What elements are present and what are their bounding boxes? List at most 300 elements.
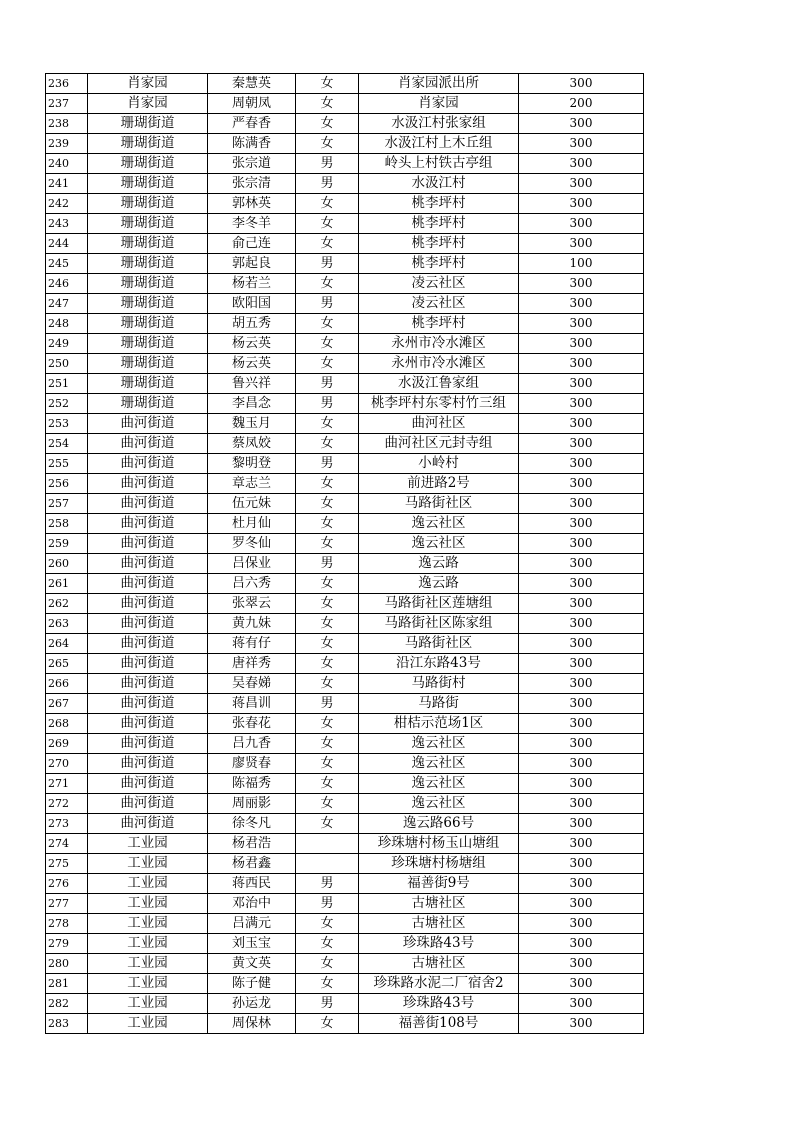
address-cell: 马路街社区陈家组	[359, 614, 519, 634]
address-cell: 桃李坪村	[359, 214, 519, 234]
person-name-cell: 吴春娣	[208, 674, 296, 694]
person-name-cell: 陈满香	[208, 134, 296, 154]
amount-cell: 300	[519, 474, 644, 494]
row-number-cell: 268	[46, 714, 88, 734]
gender-cell: 男	[296, 894, 359, 914]
amount-cell: 300	[519, 134, 644, 154]
person-name-cell: 严春香	[208, 114, 296, 134]
table-row	[46, 814, 644, 834]
address-cell: 福善街108号	[359, 1014, 519, 1034]
amount-cell: 300	[519, 674, 644, 694]
amount-cell: 300	[519, 314, 644, 334]
address-cell: 肖家园	[359, 94, 519, 114]
table-row	[46, 954, 644, 974]
amount-cell: 300	[519, 74, 644, 94]
district-cell: 曲河街道	[88, 814, 208, 834]
amount-cell: 300	[519, 694, 644, 714]
gender-cell: 女	[296, 1014, 359, 1034]
district-cell: 曲河街道	[88, 594, 208, 614]
row-number-cell: 278	[46, 914, 88, 934]
address-cell: 凌云社区	[359, 274, 519, 294]
district-cell: 曲河街道	[88, 454, 208, 474]
amount-cell: 300	[519, 234, 644, 254]
table-row	[46, 574, 644, 594]
address-cell: 逸云社区	[359, 734, 519, 754]
gender-cell: 男	[296, 174, 359, 194]
district-cell: 珊瑚街道	[88, 354, 208, 374]
table-row	[46, 94, 644, 114]
gender-cell: 女	[296, 214, 359, 234]
gender-cell: 女	[296, 754, 359, 774]
district-cell: 曲河街道	[88, 434, 208, 454]
amount-cell: 300	[519, 954, 644, 974]
gender-cell: 女	[296, 134, 359, 154]
row-number-cell: 249	[46, 334, 88, 354]
district-cell: 曲河街道	[88, 674, 208, 694]
person-name-cell: 徐冬凡	[208, 814, 296, 834]
address-cell: 凌云社区	[359, 294, 519, 314]
amount-cell: 300	[519, 974, 644, 994]
district-cell: 曲河街道	[88, 614, 208, 634]
table-row	[46, 374, 644, 394]
amount-cell: 300	[519, 374, 644, 394]
row-number-cell: 246	[46, 274, 88, 294]
table-row	[46, 254, 644, 274]
person-name-cell: 蒋昌训	[208, 694, 296, 714]
row-number-cell: 254	[46, 434, 88, 454]
amount-cell: 300	[519, 914, 644, 934]
amount-cell: 300	[519, 874, 644, 894]
district-cell: 珊瑚街道	[88, 314, 208, 334]
address-cell: 珍珠路水泥二厂宿舍2	[359, 974, 519, 994]
address-cell: 古塘社区	[359, 894, 519, 914]
table-row	[46, 414, 644, 434]
gender-cell: 女	[296, 914, 359, 934]
row-number-cell: 270	[46, 754, 88, 774]
address-cell: 前进路2号	[359, 474, 519, 494]
gender-cell: 男	[296, 374, 359, 394]
gender-cell: 女	[296, 934, 359, 954]
gender-cell: 女	[296, 714, 359, 734]
table-row	[46, 114, 644, 134]
gender-cell: 女	[296, 654, 359, 674]
row-number-cell: 260	[46, 554, 88, 574]
amount-cell: 300	[519, 934, 644, 954]
gender-cell: 女	[296, 734, 359, 754]
table-row	[46, 214, 644, 234]
amount-cell: 300	[519, 774, 644, 794]
gender-cell: 女	[296, 334, 359, 354]
records-table-body	[46, 74, 644, 1034]
address-cell: 曲河社区元封寺组	[359, 434, 519, 454]
district-cell: 珊瑚街道	[88, 394, 208, 414]
gender-cell: 女	[296, 574, 359, 594]
address-cell: 福善街9号	[359, 874, 519, 894]
person-name-cell: 周保林	[208, 1014, 296, 1034]
address-cell: 逸云社区	[359, 514, 519, 534]
table-row	[46, 174, 644, 194]
gender-cell: 女	[296, 194, 359, 214]
person-name-cell: 郭林英	[208, 194, 296, 214]
table-row	[46, 1014, 644, 1034]
person-name-cell: 李昌念	[208, 394, 296, 414]
table-row	[46, 194, 644, 214]
table-row	[46, 674, 644, 694]
person-name-cell: 李冬羊	[208, 214, 296, 234]
row-number-cell: 250	[46, 354, 88, 374]
row-number-cell: 266	[46, 674, 88, 694]
row-number-cell: 279	[46, 934, 88, 954]
person-name-cell: 吕满元	[208, 914, 296, 934]
district-cell: 珊瑚街道	[88, 134, 208, 154]
amount-cell: 300	[519, 854, 644, 874]
gender-cell: 女	[296, 354, 359, 374]
district-cell: 珊瑚街道	[88, 334, 208, 354]
table-row	[46, 754, 644, 774]
amount-cell: 300	[519, 834, 644, 854]
table-row	[46, 134, 644, 154]
row-number-cell: 261	[46, 574, 88, 594]
gender-cell: 女	[296, 594, 359, 614]
address-cell: 岭头上村铁古亭组	[359, 154, 519, 174]
table-row	[46, 334, 644, 354]
row-number-cell: 283	[46, 1014, 88, 1034]
address-cell: 水汲江村	[359, 174, 519, 194]
gender-cell: 女	[296, 414, 359, 434]
person-name-cell: 张宗清	[208, 174, 296, 194]
row-number-cell: 271	[46, 774, 88, 794]
gender-cell: 女	[296, 534, 359, 554]
table-row	[46, 774, 644, 794]
gender-cell: 男	[296, 994, 359, 1014]
row-number-cell: 240	[46, 154, 88, 174]
amount-cell: 300	[519, 394, 644, 414]
row-number-cell: 257	[46, 494, 88, 514]
table-row	[46, 494, 644, 514]
amount-cell: 300	[519, 514, 644, 534]
person-name-cell: 蒋有仔	[208, 634, 296, 654]
address-cell: 桃李坪村	[359, 194, 519, 214]
row-number-cell: 238	[46, 114, 88, 134]
gender-cell: 男	[296, 454, 359, 474]
row-number-cell: 265	[46, 654, 88, 674]
gender-cell: 女	[296, 94, 359, 114]
table-row	[46, 354, 644, 374]
row-number-cell: 255	[46, 454, 88, 474]
row-number-cell: 248	[46, 314, 88, 334]
person-name-cell: 周朝凤	[208, 94, 296, 114]
row-number-cell: 258	[46, 514, 88, 534]
gender-cell	[296, 854, 359, 874]
amount-cell: 300	[519, 154, 644, 174]
amount-cell: 300	[519, 174, 644, 194]
address-cell: 马路街村	[359, 674, 519, 694]
district-cell: 珊瑚街道	[88, 274, 208, 294]
address-cell: 小岭村	[359, 454, 519, 474]
person-name-cell: 吕保业	[208, 554, 296, 574]
person-name-cell: 蒋西民	[208, 874, 296, 894]
row-number-cell: 247	[46, 294, 88, 314]
amount-cell: 300	[519, 994, 644, 1014]
district-cell: 曲河街道	[88, 774, 208, 794]
gender-cell	[296, 834, 359, 854]
district-cell: 珊瑚街道	[88, 254, 208, 274]
person-name-cell: 俞己连	[208, 234, 296, 254]
person-name-cell: 张宗道	[208, 154, 296, 174]
amount-cell: 300	[519, 334, 644, 354]
row-number-cell: 256	[46, 474, 88, 494]
district-cell: 曲河街道	[88, 794, 208, 814]
gender-cell: 女	[296, 514, 359, 534]
district-cell: 曲河街道	[88, 654, 208, 674]
gender-cell: 男	[296, 694, 359, 714]
table-row	[46, 474, 644, 494]
table-row	[46, 874, 644, 894]
gender-cell: 女	[296, 234, 359, 254]
district-cell: 肖家园	[88, 74, 208, 94]
address-cell: 水汲江村张家组	[359, 114, 519, 134]
amount-cell: 300	[519, 614, 644, 634]
district-cell: 曲河街道	[88, 754, 208, 774]
person-name-cell: 杨君浩	[208, 834, 296, 854]
person-name-cell: 邓治中	[208, 894, 296, 914]
table-row	[46, 834, 644, 854]
address-cell: 肖家园派出所	[359, 74, 519, 94]
district-cell: 曲河街道	[88, 494, 208, 514]
row-number-cell: 267	[46, 694, 88, 714]
address-cell: 古塘社区	[359, 954, 519, 974]
table-row	[46, 934, 644, 954]
amount-cell: 300	[519, 654, 644, 674]
amount-cell: 200	[519, 94, 644, 114]
district-cell: 珊瑚街道	[88, 214, 208, 234]
row-number-cell: 276	[46, 874, 88, 894]
table-row	[46, 714, 644, 734]
gender-cell: 女	[296, 274, 359, 294]
table-row	[46, 654, 644, 674]
gender-cell: 女	[296, 114, 359, 134]
row-number-cell: 281	[46, 974, 88, 994]
person-name-cell: 孙运龙	[208, 994, 296, 1014]
table-row	[46, 454, 644, 474]
address-cell: 马路街社区	[359, 494, 519, 514]
person-name-cell: 郭起良	[208, 254, 296, 274]
address-cell: 珍珠路43号	[359, 934, 519, 954]
district-cell: 曲河街道	[88, 714, 208, 734]
amount-cell: 300	[519, 574, 644, 594]
table-row	[46, 994, 644, 1014]
address-cell: 沿江东路43号	[359, 654, 519, 674]
amount-cell: 300	[519, 454, 644, 474]
person-name-cell: 杨云英	[208, 334, 296, 354]
table-row	[46, 534, 644, 554]
table-row	[46, 794, 644, 814]
district-cell: 曲河街道	[88, 414, 208, 434]
district-cell: 工业园	[88, 1014, 208, 1034]
row-number-cell: 253	[46, 414, 88, 434]
table-row	[46, 614, 644, 634]
district-cell: 曲河街道	[88, 634, 208, 654]
address-cell: 水汲江村上木丘组	[359, 134, 519, 154]
district-cell: 工业园	[88, 974, 208, 994]
person-name-cell: 魏玉月	[208, 414, 296, 434]
amount-cell: 300	[519, 214, 644, 234]
row-number-cell: 263	[46, 614, 88, 634]
table-row	[46, 854, 644, 874]
table-row	[46, 974, 644, 994]
amount-cell: 300	[519, 494, 644, 514]
address-cell: 柑桔示范场1区	[359, 714, 519, 734]
amount-cell: 300	[519, 814, 644, 834]
district-cell: 肖家园	[88, 94, 208, 114]
person-name-cell: 唐祥秀	[208, 654, 296, 674]
gender-cell: 男	[296, 154, 359, 174]
table-row	[46, 514, 644, 534]
table-row	[46, 634, 644, 654]
address-cell: 逸云社区	[359, 754, 519, 774]
person-name-cell: 周丽影	[208, 794, 296, 814]
gender-cell: 男	[296, 294, 359, 314]
gender-cell: 女	[296, 634, 359, 654]
row-number-cell: 273	[46, 814, 88, 834]
person-name-cell: 杨若兰	[208, 274, 296, 294]
row-number-cell: 251	[46, 374, 88, 394]
gender-cell: 女	[296, 434, 359, 454]
amount-cell: 300	[519, 554, 644, 574]
row-number-cell: 280	[46, 954, 88, 974]
person-name-cell: 吕六秀	[208, 574, 296, 594]
table-row	[46, 74, 644, 94]
gender-cell: 女	[296, 614, 359, 634]
address-cell: 马路街社区莲塘组	[359, 594, 519, 614]
district-cell: 工业园	[88, 854, 208, 874]
district-cell: 曲河街道	[88, 574, 208, 594]
gender-cell: 女	[296, 674, 359, 694]
person-name-cell: 欧阳国	[208, 294, 296, 314]
gender-cell: 女	[296, 314, 359, 334]
amount-cell: 300	[519, 434, 644, 454]
district-cell: 工业园	[88, 874, 208, 894]
person-name-cell: 蔡凤姣	[208, 434, 296, 454]
amount-cell: 300	[519, 894, 644, 914]
address-cell: 桃李坪村	[359, 254, 519, 274]
amount-cell: 300	[519, 1014, 644, 1034]
row-number-cell: 241	[46, 174, 88, 194]
row-number-cell: 272	[46, 794, 88, 814]
amount-cell: 300	[519, 354, 644, 374]
district-cell: 珊瑚街道	[88, 114, 208, 134]
table-row	[46, 554, 644, 574]
person-name-cell: 杜月仙	[208, 514, 296, 534]
address-cell: 逸云社区	[359, 534, 519, 554]
table-row	[46, 294, 644, 314]
gender-cell: 女	[296, 814, 359, 834]
person-name-cell: 罗冬仙	[208, 534, 296, 554]
row-number-cell: 237	[46, 94, 88, 114]
address-cell: 马路街	[359, 694, 519, 714]
amount-cell: 100	[519, 254, 644, 274]
address-cell: 逸云路	[359, 574, 519, 594]
district-cell: 珊瑚街道	[88, 154, 208, 174]
gender-cell: 男	[296, 254, 359, 274]
person-name-cell: 吕九香	[208, 734, 296, 754]
person-name-cell: 张翠云	[208, 594, 296, 614]
gender-cell: 女	[296, 74, 359, 94]
address-cell: 逸云路	[359, 554, 519, 574]
row-number-cell: 239	[46, 134, 88, 154]
table-row	[46, 694, 644, 714]
gender-cell: 男	[296, 394, 359, 414]
address-cell: 珍珠塘村杨塘组	[359, 854, 519, 874]
row-number-cell: 245	[46, 254, 88, 274]
table-row	[46, 594, 644, 614]
amount-cell: 300	[519, 714, 644, 734]
amount-cell: 300	[519, 414, 644, 434]
address-cell: 曲河社区	[359, 414, 519, 434]
table-row	[46, 734, 644, 754]
person-name-cell: 秦慧英	[208, 74, 296, 94]
gender-cell: 女	[296, 954, 359, 974]
table-row	[46, 314, 644, 334]
row-number-cell: 269	[46, 734, 88, 754]
table-row	[46, 894, 644, 914]
district-cell: 曲河街道	[88, 474, 208, 494]
district-cell: 珊瑚街道	[88, 194, 208, 214]
address-cell: 珍珠路43号	[359, 994, 519, 1014]
person-name-cell: 廖贤春	[208, 754, 296, 774]
address-cell: 珍珠塘村杨玉山塘组	[359, 834, 519, 854]
person-name-cell: 黄文英	[208, 954, 296, 974]
row-number-cell: 259	[46, 534, 88, 554]
person-name-cell: 鲁兴祥	[208, 374, 296, 394]
row-number-cell: 282	[46, 994, 88, 1014]
district-cell: 工业园	[88, 894, 208, 914]
person-name-cell: 伍元妹	[208, 494, 296, 514]
district-cell: 曲河街道	[88, 554, 208, 574]
amount-cell: 300	[519, 794, 644, 814]
address-cell: 桃李坪村东零村竹三组	[359, 394, 519, 414]
person-name-cell: 黎明登	[208, 454, 296, 474]
row-number-cell: 243	[46, 214, 88, 234]
address-cell: 逸云社区	[359, 774, 519, 794]
amount-cell: 300	[519, 634, 644, 654]
amount-cell: 300	[519, 754, 644, 774]
address-cell: 水汲江鲁家组	[359, 374, 519, 394]
row-number-cell: 252	[46, 394, 88, 414]
table-row	[46, 234, 644, 254]
amount-cell: 300	[519, 734, 644, 754]
address-cell: 桃李坪村	[359, 314, 519, 334]
row-number-cell: 236	[46, 74, 88, 94]
district-cell: 曲河街道	[88, 534, 208, 554]
person-name-cell: 张春花	[208, 714, 296, 734]
row-number-cell: 277	[46, 894, 88, 914]
gender-cell: 男	[296, 874, 359, 894]
amount-cell: 300	[519, 194, 644, 214]
row-number-cell: 244	[46, 234, 88, 254]
address-cell: 马路街社区	[359, 634, 519, 654]
table-row	[46, 274, 644, 294]
address-cell: 桃李坪村	[359, 234, 519, 254]
district-cell: 曲河街道	[88, 734, 208, 754]
amount-cell: 300	[519, 114, 644, 134]
district-cell: 珊瑚街道	[88, 174, 208, 194]
amount-cell: 300	[519, 294, 644, 314]
district-cell: 珊瑚街道	[88, 234, 208, 254]
records-table	[45, 73, 644, 1034]
gender-cell: 女	[296, 974, 359, 994]
gender-cell: 女	[296, 774, 359, 794]
